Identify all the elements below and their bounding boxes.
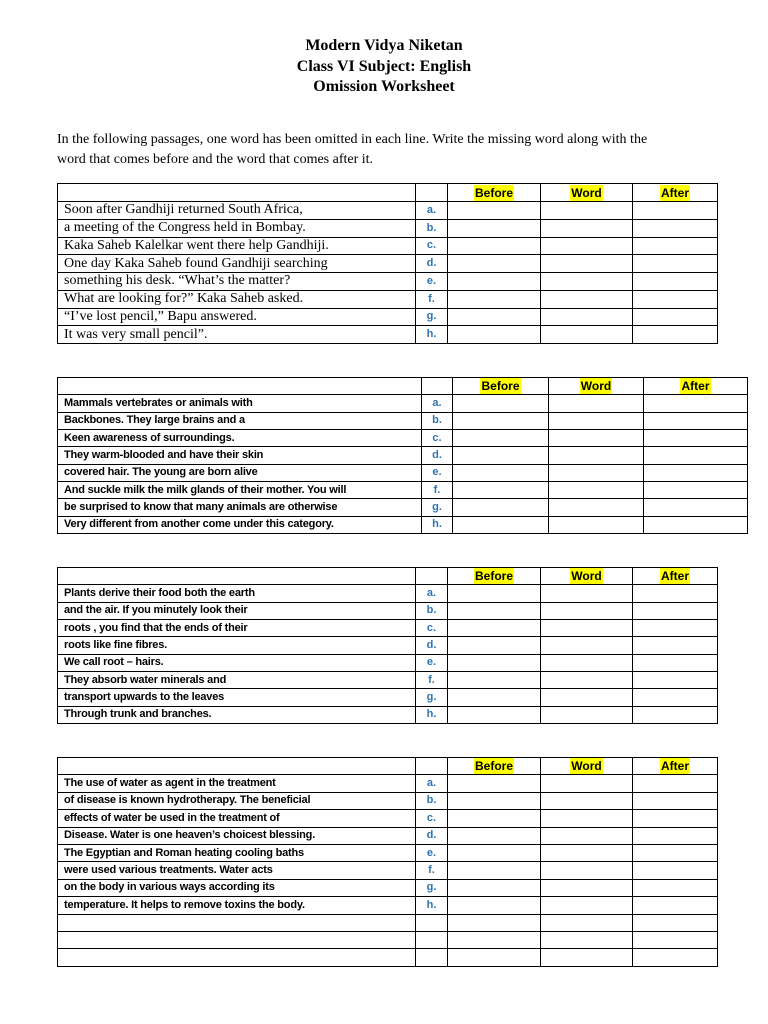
item-label: c. bbox=[416, 810, 448, 827]
blank-label-cell bbox=[416, 914, 448, 931]
label-column-header bbox=[416, 568, 448, 585]
word-answer-cell bbox=[541, 202, 633, 220]
word-answer-cell bbox=[549, 464, 644, 481]
word-header-label: Word bbox=[580, 379, 612, 394]
before-answer-cell bbox=[453, 481, 549, 498]
after-answer-cell bbox=[633, 637, 718, 654]
word-answer-cell bbox=[541, 862, 633, 879]
word-answer-cell bbox=[549, 499, 644, 516]
after-answer-cell bbox=[633, 308, 718, 326]
passage-line-row bbox=[58, 273, 718, 291]
passage-column-header bbox=[58, 758, 416, 775]
before-column-header bbox=[448, 568, 541, 585]
worksheet-header bbox=[0, 36, 768, 98]
word-answer-cell bbox=[541, 273, 633, 291]
before-answer-cell bbox=[448, 706, 541, 723]
item-label: f. bbox=[422, 481, 453, 498]
after-answer-cell bbox=[644, 447, 748, 464]
before-answer-cell bbox=[448, 585, 541, 602]
passage-line-text: be surprised to know that many animals are otherwise bbox=[58, 499, 422, 516]
blank-text-cell bbox=[58, 931, 416, 948]
before-answer-cell bbox=[453, 499, 549, 516]
word-answer-cell bbox=[549, 429, 644, 446]
after-answer-cell bbox=[633, 879, 718, 896]
passage-line-text: The Egyptian and Roman heating cooling baths bbox=[58, 844, 416, 861]
after-answer-cell bbox=[633, 219, 718, 237]
passage-line-row bbox=[58, 827, 718, 844]
omission-table-2 bbox=[57, 377, 748, 534]
before-answer-cell bbox=[448, 827, 541, 844]
word-answer-cell bbox=[549, 395, 644, 412]
before-answer-cell bbox=[448, 689, 541, 706]
item-label: f. bbox=[416, 671, 448, 688]
passage-line-row bbox=[58, 202, 718, 220]
after-answer-cell bbox=[633, 619, 718, 636]
after-answer-cell bbox=[633, 862, 718, 879]
after-header-label: After bbox=[660, 569, 689, 584]
after-answer-cell bbox=[633, 949, 718, 966]
word-answer-cell bbox=[541, 671, 633, 688]
passage-line-text: on the body in various ways according its bbox=[58, 879, 416, 896]
word-column-header bbox=[549, 378, 644, 395]
before-answer-cell bbox=[448, 810, 541, 827]
passage-line-row bbox=[58, 255, 718, 273]
passage-line-text: something his desk. “What’s the matter? bbox=[58, 273, 416, 291]
before-answer-cell bbox=[453, 464, 549, 481]
word-answer-cell bbox=[549, 412, 644, 429]
passage-line-text: covered hair. The young are born alive bbox=[58, 464, 422, 481]
omission-table-4 bbox=[57, 757, 718, 967]
word-answer-cell bbox=[541, 897, 633, 914]
before-answer-cell bbox=[453, 395, 549, 412]
after-answer-cell bbox=[633, 897, 718, 914]
after-answer-cell bbox=[644, 464, 748, 481]
passage-line-row bbox=[58, 897, 718, 914]
after-answer-cell bbox=[644, 429, 748, 446]
item-label: b. bbox=[416, 602, 448, 619]
word-answer-cell bbox=[541, 931, 633, 948]
before-answer-cell bbox=[453, 412, 549, 429]
after-answer-cell bbox=[633, 290, 718, 308]
item-label: a. bbox=[416, 775, 448, 792]
passage-line-row bbox=[58, 810, 718, 827]
before-answer-cell bbox=[448, 637, 541, 654]
before-answer-cell bbox=[448, 237, 541, 255]
item-label: c. bbox=[422, 429, 453, 446]
before-answer-cell bbox=[448, 602, 541, 619]
before-answer-cell bbox=[448, 654, 541, 671]
passage-line-row bbox=[58, 499, 748, 516]
passage-line-text: And suckle milk the milk glands of their mother. You will bbox=[58, 481, 422, 498]
passage-line-row bbox=[58, 671, 718, 688]
table-header-row bbox=[58, 184, 718, 202]
passage-line-text: transport upwards to the leaves bbox=[58, 689, 416, 706]
before-answer-cell bbox=[448, 219, 541, 237]
word-answer-cell bbox=[549, 481, 644, 498]
word-answer-cell bbox=[541, 792, 633, 809]
before-answer-cell bbox=[448, 202, 541, 220]
word-answer-cell bbox=[541, 326, 633, 344]
after-column-header bbox=[633, 758, 718, 775]
before-answer-cell bbox=[448, 255, 541, 273]
after-column-header bbox=[633, 184, 718, 202]
after-answer-cell bbox=[633, 792, 718, 809]
word-answer-cell bbox=[541, 706, 633, 723]
passage-line-text: It was very small pencil”. bbox=[58, 326, 416, 344]
passage-line-row bbox=[58, 429, 748, 446]
item-label: d. bbox=[416, 637, 448, 654]
before-answer-cell bbox=[448, 792, 541, 809]
after-answer-cell bbox=[633, 671, 718, 688]
item-label: a. bbox=[422, 395, 453, 412]
word-answer-cell bbox=[541, 949, 633, 966]
passage-line-row bbox=[58, 689, 718, 706]
before-answer-cell bbox=[453, 429, 549, 446]
after-answer-cell bbox=[633, 827, 718, 844]
word-answer-cell bbox=[541, 219, 633, 237]
passage-line-row bbox=[58, 219, 718, 237]
passage-line-text: Plants derive their food both the earth bbox=[58, 585, 416, 602]
after-answer-cell bbox=[644, 499, 748, 516]
passage-line-row bbox=[58, 585, 718, 602]
before-answer-cell bbox=[448, 671, 541, 688]
passage-line-text: Soon after Gandhiji returned South Africa, bbox=[58, 202, 416, 220]
item-label: a. bbox=[416, 202, 448, 220]
after-column-header bbox=[644, 378, 748, 395]
passage-line-row bbox=[58, 654, 718, 671]
passage-line-row bbox=[58, 602, 718, 619]
after-answer-cell bbox=[633, 602, 718, 619]
before-answer-cell bbox=[453, 447, 549, 464]
after-answer-cell bbox=[633, 255, 718, 273]
word-answer-cell bbox=[541, 879, 633, 896]
instructions bbox=[57, 130, 747, 170]
passage-line-text: One day Kaka Saheb found Gandhiji searching bbox=[58, 255, 416, 273]
blank-label-cell bbox=[416, 949, 448, 966]
item-label: d. bbox=[416, 827, 448, 844]
word-answer-cell bbox=[541, 602, 633, 619]
blank-row bbox=[58, 914, 718, 931]
item-label: g. bbox=[416, 879, 448, 896]
before-answer-cell bbox=[448, 949, 541, 966]
before-answer-cell bbox=[448, 308, 541, 326]
passage-line-row bbox=[58, 792, 718, 809]
omission-table-1 bbox=[57, 183, 718, 344]
school-name: Modern Vidya Niketan bbox=[305, 37, 463, 54]
item-label: h. bbox=[416, 326, 448, 344]
passage-line-row bbox=[58, 290, 718, 308]
word-answer-cell bbox=[549, 447, 644, 464]
before-answer-cell bbox=[448, 775, 541, 792]
after-answer-cell bbox=[633, 585, 718, 602]
item-label: h. bbox=[422, 516, 453, 533]
item-label: b. bbox=[416, 792, 448, 809]
blank-row bbox=[58, 931, 718, 948]
before-answer-cell bbox=[448, 290, 541, 308]
item-label: h. bbox=[416, 706, 448, 723]
after-answer-cell bbox=[644, 395, 748, 412]
after-answer-cell bbox=[633, 914, 718, 931]
after-answer-cell bbox=[633, 931, 718, 948]
passage-line-text: and the air. If you minutely look their bbox=[58, 602, 416, 619]
passage-line-text: Backbones. They large brains and a bbox=[58, 412, 422, 429]
word-answer-cell bbox=[541, 654, 633, 671]
before-answer-cell bbox=[448, 844, 541, 861]
passage-column-header bbox=[58, 568, 416, 585]
passage-line-text: Mammals vertebrates or animals with bbox=[58, 395, 422, 412]
passage-line-text: roots like fine fibres. bbox=[58, 637, 416, 654]
omission-table-3 bbox=[57, 567, 718, 724]
before-answer-cell bbox=[448, 273, 541, 291]
item-label: g. bbox=[416, 689, 448, 706]
word-answer-cell bbox=[541, 810, 633, 827]
blank-text-cell bbox=[58, 914, 416, 931]
before-answer-cell bbox=[448, 931, 541, 948]
passage-line-row bbox=[58, 862, 718, 879]
passage-line-row bbox=[58, 395, 748, 412]
passage-line-text: of disease is known hydrotherapy. The beneficial bbox=[58, 792, 416, 809]
item-label: g. bbox=[422, 499, 453, 516]
passage-line-row bbox=[58, 326, 718, 344]
after-answer-cell bbox=[633, 237, 718, 255]
passage-line-text: “I’ve lost pencil,” Bapu answered. bbox=[58, 308, 416, 326]
label-column-header bbox=[416, 184, 448, 202]
passage-line-row bbox=[58, 412, 748, 429]
blank-text-cell bbox=[58, 949, 416, 966]
item-label: e. bbox=[416, 273, 448, 291]
instructions-line: word that comes before and the word that comes after it. bbox=[57, 152, 374, 167]
passage-line-row bbox=[58, 775, 718, 792]
instructions-line: In the following passages, one word has been omitted in each line. Write the missing word along with the bbox=[57, 132, 648, 147]
passage-line-text: a meeting of the Congress held in Bombay. bbox=[58, 219, 416, 237]
word-answer-cell bbox=[541, 308, 633, 326]
item-label: c. bbox=[416, 237, 448, 255]
word-header-label: Word bbox=[571, 759, 602, 774]
after-header-label: After bbox=[681, 379, 710, 394]
after-answer-cell bbox=[633, 775, 718, 792]
after-answer-cell bbox=[633, 810, 718, 827]
passage-line-row bbox=[58, 619, 718, 636]
before-header-label: Before bbox=[474, 185, 513, 200]
before-answer-cell bbox=[448, 862, 541, 879]
after-answer-cell bbox=[644, 481, 748, 498]
word-answer-cell bbox=[541, 914, 633, 931]
class-subject: Class VI Subject: English bbox=[296, 57, 472, 75]
blank-row bbox=[58, 949, 718, 966]
before-column-header bbox=[448, 184, 541, 202]
passage-line-text: They warm-blooded and have their skin bbox=[58, 447, 422, 464]
passage-line-row bbox=[58, 516, 748, 533]
item-label: c. bbox=[416, 619, 448, 636]
passage-column-header bbox=[58, 378, 422, 395]
after-answer-cell bbox=[644, 516, 748, 533]
before-answer-cell bbox=[448, 879, 541, 896]
word-column-header bbox=[541, 758, 633, 775]
passage-line-text: temperature. It helps to remove toxins the body. bbox=[58, 897, 416, 914]
before-header-label: Before bbox=[474, 569, 513, 584]
after-answer-cell bbox=[633, 326, 718, 344]
passage-line-text: Through trunk and branches. bbox=[58, 706, 416, 723]
table-header-row bbox=[58, 758, 718, 775]
passage-line-text: were used various treatments. Water acts bbox=[58, 862, 416, 879]
passage-line-text: They absorb water minerals and bbox=[58, 671, 416, 688]
passage-column-header bbox=[58, 184, 416, 202]
word-answer-cell bbox=[541, 775, 633, 792]
item-label: a. bbox=[416, 585, 448, 602]
item-label: g. bbox=[416, 308, 448, 326]
word-column-header bbox=[541, 568, 633, 585]
passage-line-row bbox=[58, 447, 748, 464]
table-header-row bbox=[58, 378, 748, 395]
after-column-header bbox=[633, 568, 718, 585]
word-answer-cell bbox=[541, 290, 633, 308]
word-answer-cell bbox=[541, 237, 633, 255]
before-header-label: Before bbox=[474, 759, 513, 774]
table-header-row bbox=[58, 568, 718, 585]
word-answer-cell bbox=[549, 516, 644, 533]
passage-line-row bbox=[58, 308, 718, 326]
passage-line-text: Disease. Water is one heaven’s choicest blessing. bbox=[58, 827, 416, 844]
item-label: f. bbox=[416, 290, 448, 308]
passage-line-text: The use of water as agent in the treatment bbox=[58, 775, 416, 792]
word-answer-cell bbox=[541, 844, 633, 861]
label-column-header bbox=[422, 378, 453, 395]
passage-line-text: Very different from another come under this category. bbox=[58, 516, 422, 533]
item-label: e. bbox=[422, 464, 453, 481]
word-header-label: Word bbox=[571, 185, 602, 200]
word-answer-cell bbox=[541, 585, 633, 602]
after-answer-cell bbox=[633, 844, 718, 861]
before-header-label: Before bbox=[481, 379, 520, 394]
item-label: h. bbox=[416, 897, 448, 914]
word-answer-cell bbox=[541, 827, 633, 844]
before-answer-cell bbox=[448, 326, 541, 344]
after-answer-cell bbox=[633, 706, 718, 723]
item-label: b. bbox=[416, 219, 448, 237]
before-answer-cell bbox=[448, 914, 541, 931]
passage-line-text: effects of water be used in the treatment of bbox=[58, 810, 416, 827]
passage-line-row bbox=[58, 481, 748, 498]
item-label: b. bbox=[422, 412, 453, 429]
worksheet-title: Omission Worksheet bbox=[313, 78, 455, 95]
passage-line-text: Kaka Saheb Kalelkar went there help Gandhiji. bbox=[58, 237, 416, 255]
item-label: f. bbox=[416, 862, 448, 879]
word-answer-cell bbox=[541, 637, 633, 654]
after-header-label: After bbox=[660, 759, 689, 774]
passage-line-text: roots , you find that the ends of their bbox=[58, 619, 416, 636]
after-answer-cell bbox=[644, 412, 748, 429]
item-label: d. bbox=[416, 255, 448, 273]
item-label: d. bbox=[422, 447, 453, 464]
passage-line-text: Keen awareness of surroundings. bbox=[58, 429, 422, 446]
after-header-label: After bbox=[660, 185, 689, 200]
before-column-header bbox=[448, 758, 541, 775]
before-answer-cell bbox=[448, 897, 541, 914]
word-column-header bbox=[541, 184, 633, 202]
passage-line-row bbox=[58, 237, 718, 255]
word-header-label: Word bbox=[571, 569, 602, 584]
item-label: e. bbox=[416, 654, 448, 671]
passage-line-row bbox=[58, 464, 748, 481]
word-answer-cell bbox=[541, 689, 633, 706]
after-answer-cell bbox=[633, 273, 718, 291]
after-answer-cell bbox=[633, 202, 718, 220]
after-answer-cell bbox=[633, 654, 718, 671]
passage-line-row bbox=[58, 844, 718, 861]
before-answer-cell bbox=[448, 619, 541, 636]
before-answer-cell bbox=[453, 516, 549, 533]
item-label: e. bbox=[416, 844, 448, 861]
before-column-header bbox=[453, 378, 549, 395]
word-answer-cell bbox=[541, 619, 633, 636]
passage-line-row bbox=[58, 637, 718, 654]
passage-line-row bbox=[58, 706, 718, 723]
blank-label-cell bbox=[416, 931, 448, 948]
passage-line-text: We call root – hairs. bbox=[58, 654, 416, 671]
after-answer-cell bbox=[633, 689, 718, 706]
label-column-header bbox=[416, 758, 448, 775]
passage-line-row bbox=[58, 879, 718, 896]
word-answer-cell bbox=[541, 255, 633, 273]
passage-line-text: What are looking for?” Kaka Saheb asked. bbox=[58, 290, 416, 308]
